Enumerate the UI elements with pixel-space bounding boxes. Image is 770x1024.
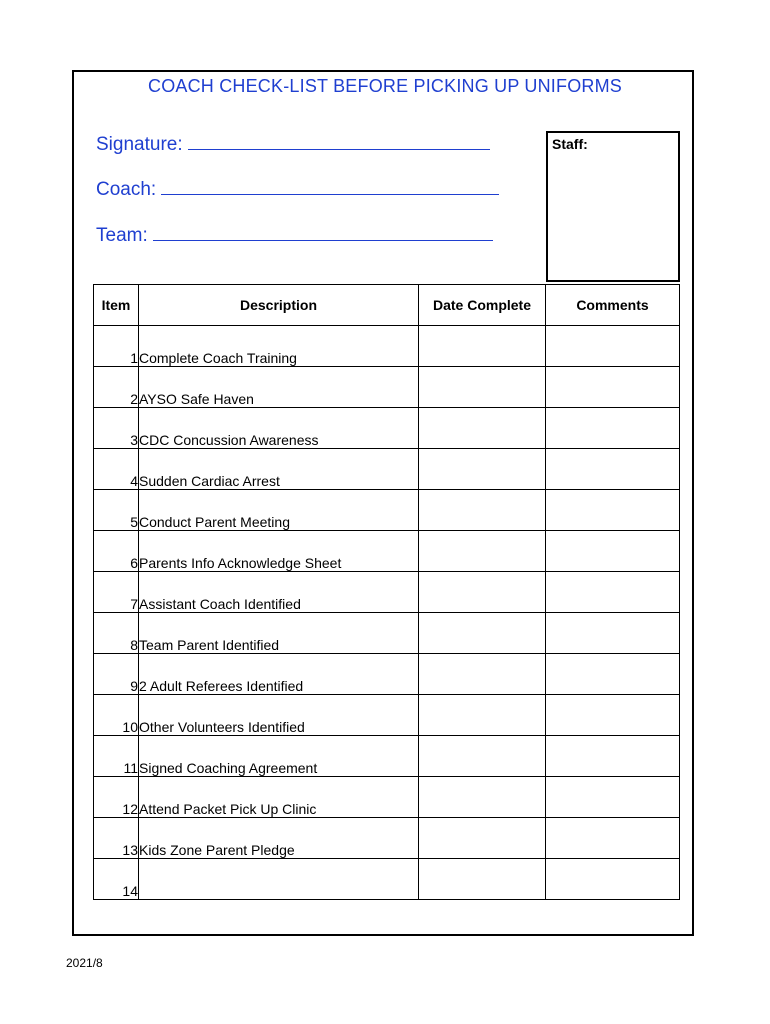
table-row — [94, 449, 680, 490]
checklist-table — [93, 284, 680, 900]
item-number: 11 — [94, 736, 139, 777]
item-description: Complete Coach Training — [139, 326, 419, 367]
table-row — [94, 408, 680, 449]
comments-cell[interactable] — [546, 572, 680, 613]
table-row — [94, 326, 680, 367]
item-description: Team Parent Identified — [139, 613, 419, 654]
comments-cell[interactable] — [546, 695, 680, 736]
item-number: 4 — [94, 449, 139, 490]
item-number: 12 — [94, 777, 139, 818]
header-item: Item — [94, 285, 139, 326]
coach-line[interactable] — [161, 180, 499, 195]
item-description: Sudden Cardiac Arrest — [139, 449, 419, 490]
item-description: AYSO Safe Haven — [139, 367, 419, 408]
comments-cell[interactable] — [546, 367, 680, 408]
item-description: Assistant Coach Identified — [139, 572, 419, 613]
item-number: 13 — [94, 818, 139, 859]
item-number: 6 — [94, 531, 139, 572]
signature-field — [96, 134, 490, 156]
header-description: Description — [139, 285, 419, 326]
coach-label: Coach: — [96, 179, 157, 200]
header-row — [94, 285, 680, 326]
signature-label: Signature: — [96, 134, 183, 155]
item-number: 7 — [94, 572, 139, 613]
date-complete-cell[interactable] — [419, 613, 546, 654]
date-complete-cell[interactable] — [419, 654, 546, 695]
comments-cell[interactable] — [546, 449, 680, 490]
team-line[interactable] — [153, 226, 493, 241]
date-complete-cell[interactable] — [419, 818, 546, 859]
table-row — [94, 572, 680, 613]
item-number: 1 — [94, 326, 139, 367]
table-row — [94, 531, 680, 572]
item-description: Kids Zone Parent Pledge — [139, 818, 419, 859]
comments-cell[interactable] — [546, 613, 680, 654]
comments-cell[interactable] — [546, 654, 680, 695]
item-number: 5 — [94, 490, 139, 531]
staff-box[interactable] — [546, 131, 680, 282]
item-description: CDC Concussion Awareness — [139, 408, 419, 449]
header-comments: Comments — [546, 285, 680, 326]
item-description: Parents Info Acknowledge Sheet — [139, 531, 419, 572]
form-title: COACH CHECK-LIST BEFORE PICKING UP UNIFORMS — [148, 76, 622, 96]
date-complete-cell[interactable] — [419, 531, 546, 572]
table-row — [94, 367, 680, 408]
table-row — [94, 613, 680, 654]
team-field — [96, 225, 493, 247]
item-number: 3 — [94, 408, 139, 449]
date-complete-cell[interactable] — [419, 736, 546, 777]
date-complete-cell[interactable] — [419, 695, 546, 736]
date-complete-cell[interactable] — [419, 326, 546, 367]
comments-cell[interactable] — [546, 408, 680, 449]
item-description: Other Volunteers Identified — [139, 695, 419, 736]
table-row — [94, 695, 680, 736]
header-date-complete: Date Complete — [419, 285, 546, 326]
signature-line[interactable] — [188, 135, 490, 150]
staff-label: Staff: — [552, 136, 588, 152]
table-row — [94, 490, 680, 531]
date-complete-cell[interactable] — [419, 449, 546, 490]
item-number: 9 — [94, 654, 139, 695]
coach-field — [96, 179, 499, 201]
item-number: 14 — [94, 859, 139, 900]
item-description: Attend Packet Pick Up Clinic — [139, 777, 419, 818]
item-number: 2 — [94, 367, 139, 408]
table-row — [94, 777, 680, 818]
comments-cell[interactable] — [546, 859, 680, 900]
comments-cell[interactable] — [546, 736, 680, 777]
date-complete-cell[interactable] — [419, 408, 546, 449]
comments-cell[interactable] — [546, 531, 680, 572]
table-row — [94, 859, 680, 900]
table-row — [94, 818, 680, 859]
item-description: 2 Adult Referees Identified — [139, 654, 419, 695]
item-number: 10 — [94, 695, 139, 736]
comments-cell[interactable] — [546, 818, 680, 859]
item-description: Conduct Parent Meeting — [139, 490, 419, 531]
date-complete-cell[interactable] — [419, 367, 546, 408]
date-complete-cell[interactable] — [419, 859, 546, 900]
comments-cell[interactable] — [546, 326, 680, 367]
table-row — [94, 736, 680, 777]
item-description — [139, 859, 419, 900]
date-complete-cell[interactable] — [419, 777, 546, 818]
date-complete-cell[interactable] — [419, 572, 546, 613]
date-complete-cell[interactable] — [419, 490, 546, 531]
comments-cell[interactable] — [546, 490, 680, 531]
team-label: Team: — [96, 225, 148, 246]
item-number: 8 — [94, 613, 139, 654]
footer-date: 2021/8 — [66, 956, 103, 970]
item-description: Signed Coaching Agreement — [139, 736, 419, 777]
comments-cell[interactable] — [546, 777, 680, 818]
table-row — [94, 654, 680, 695]
